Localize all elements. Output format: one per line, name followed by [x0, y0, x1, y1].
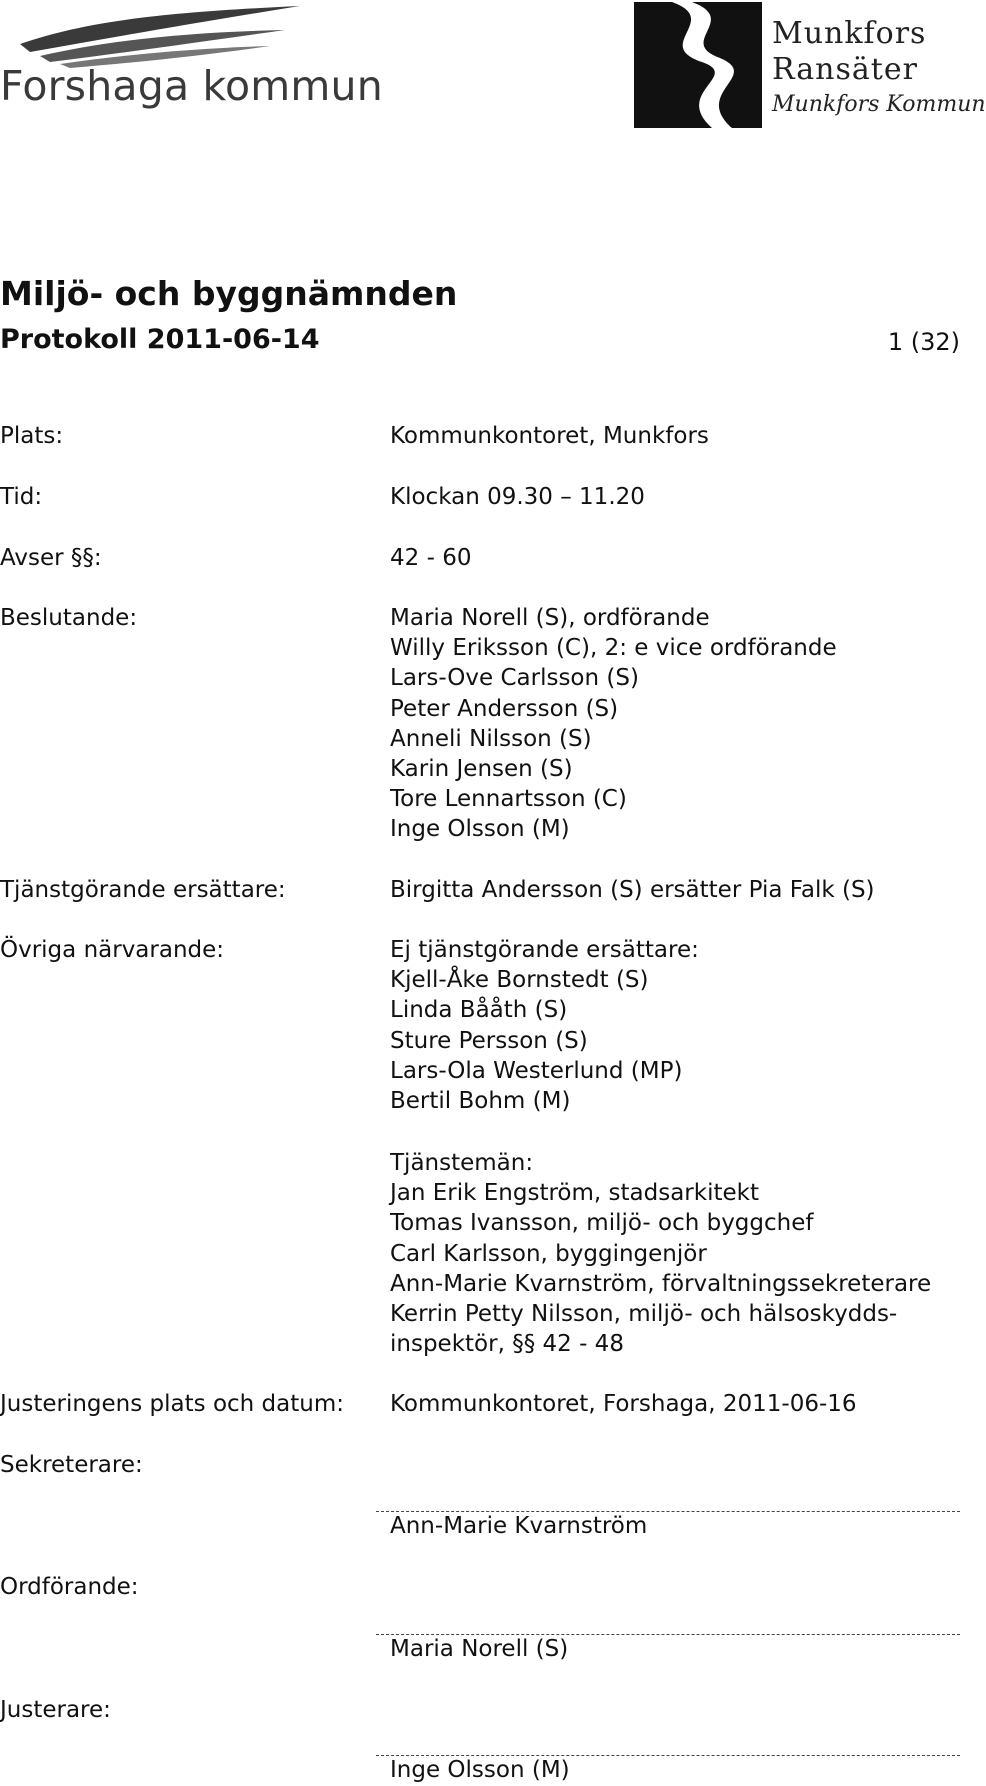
justering-label: Justeringens plats och datum:	[0, 1391, 345, 1417]
forshaga-swoosh-icon	[0, 0, 340, 70]
beslutande-list	[390, 603, 837, 845]
justerare-label: Justerare:	[0, 1697, 111, 1723]
list-item: Tore Lennartsson (C)	[390, 786, 627, 813]
sekreterare-name: Ann-Marie Kvarnström	[390, 1513, 648, 1539]
ordforande-label: Ordförande:	[0, 1574, 139, 1600]
list-item: Tjänstemän:	[390, 1150, 534, 1176]
avser-label: Avser §§:	[0, 545, 102, 571]
tjanstgorande-value: Birgitta Andersson (S) ersätter Pia Falk (S)	[390, 877, 875, 903]
tjanstemän-list	[390, 1148, 931, 1359]
munkfors-logo-line2: Ransäter	[772, 52, 918, 87]
list-item: Bertil Bohm (M)	[390, 1088, 571, 1115]
justerare-name: Inge Olsson (M)	[390, 1757, 570, 1783]
list-item: Tomas Ivansson, miljö- och byggchef	[390, 1210, 814, 1237]
ovriga-ersattare-list	[390, 935, 699, 1116]
list-item: Lars-Ove Carlsson (S)	[390, 665, 639, 692]
list-item: Carl Karlsson, byggingenjör	[390, 1240, 707, 1267]
forshaga-logo	[0, 0, 383, 125]
list-item: Anneli Nilsson (S)	[390, 725, 592, 752]
document-title: Miljö- och byggnämnden	[0, 274, 458, 313]
munkfors-logo-line3: Munkfors Kommun	[772, 92, 986, 117]
list-item: Maria Norell (S), ordförande	[390, 605, 710, 631]
tid-value: Klockan 09.30 – 11.20	[390, 484, 645, 510]
plats-value: Kommunkontoret, Munkfors	[390, 423, 709, 449]
list-item: Lars-Ola Westerlund (MP)	[390, 1057, 683, 1084]
list-item: Ann-Marie Kvarnström, förvaltningssekreterare	[390, 1270, 932, 1297]
list-item: Peter Andersson (S)	[390, 695, 619, 722]
beslutande-label: Beslutande:	[0, 605, 138, 631]
list-item: Sture Persson (S)	[390, 1027, 588, 1054]
list-item: Inge Olsson (M)	[390, 816, 570, 843]
list-item: Kjell-Åke Bornstedt (S)	[390, 967, 649, 994]
list-item: Ej tjänstgörande ersättare:	[390, 937, 699, 963]
forshaga-logo-text: Forshaga kommun	[0, 62, 383, 110]
ovriga-label: Övriga närvarande:	[0, 937, 225, 963]
page-number: 1 (32)	[887, 328, 960, 356]
munkfors-river-icon	[632, 0, 764, 130]
plats-label: Plats:	[0, 423, 64, 449]
tjanstgorande-label: Tjänstgörande ersättare:	[0, 877, 286, 903]
protocol-date: Protokoll 2011-06-14	[0, 324, 320, 355]
ordforande-name: Maria Norell (S)	[390, 1636, 569, 1662]
tid-label: Tid:	[0, 484, 43, 510]
list-item: Willy Eriksson (C), 2: e vice ordförande	[390, 635, 837, 662]
munkfors-logo	[632, 0, 986, 132]
list-item: Kerrin Petty Nilsson, miljö- och hälsoskydds-	[390, 1301, 898, 1328]
list-item: Karin Jensen (S)	[390, 756, 573, 783]
list-item: inspektör, §§ 42 - 48	[390, 1331, 624, 1358]
justering-value: Kommunkontoret, Forshaga, 2011-06-16	[390, 1391, 857, 1417]
munkfors-logo-line1: Munkfors	[772, 16, 927, 51]
avser-value: 42 - 60	[390, 545, 472, 571]
list-item: Linda Bååth (S)	[390, 997, 568, 1024]
list-item: Jan Erik Engström, stadsarkitekt	[390, 1180, 759, 1207]
sekreterare-label: Sekreterare:	[0, 1452, 143, 1478]
